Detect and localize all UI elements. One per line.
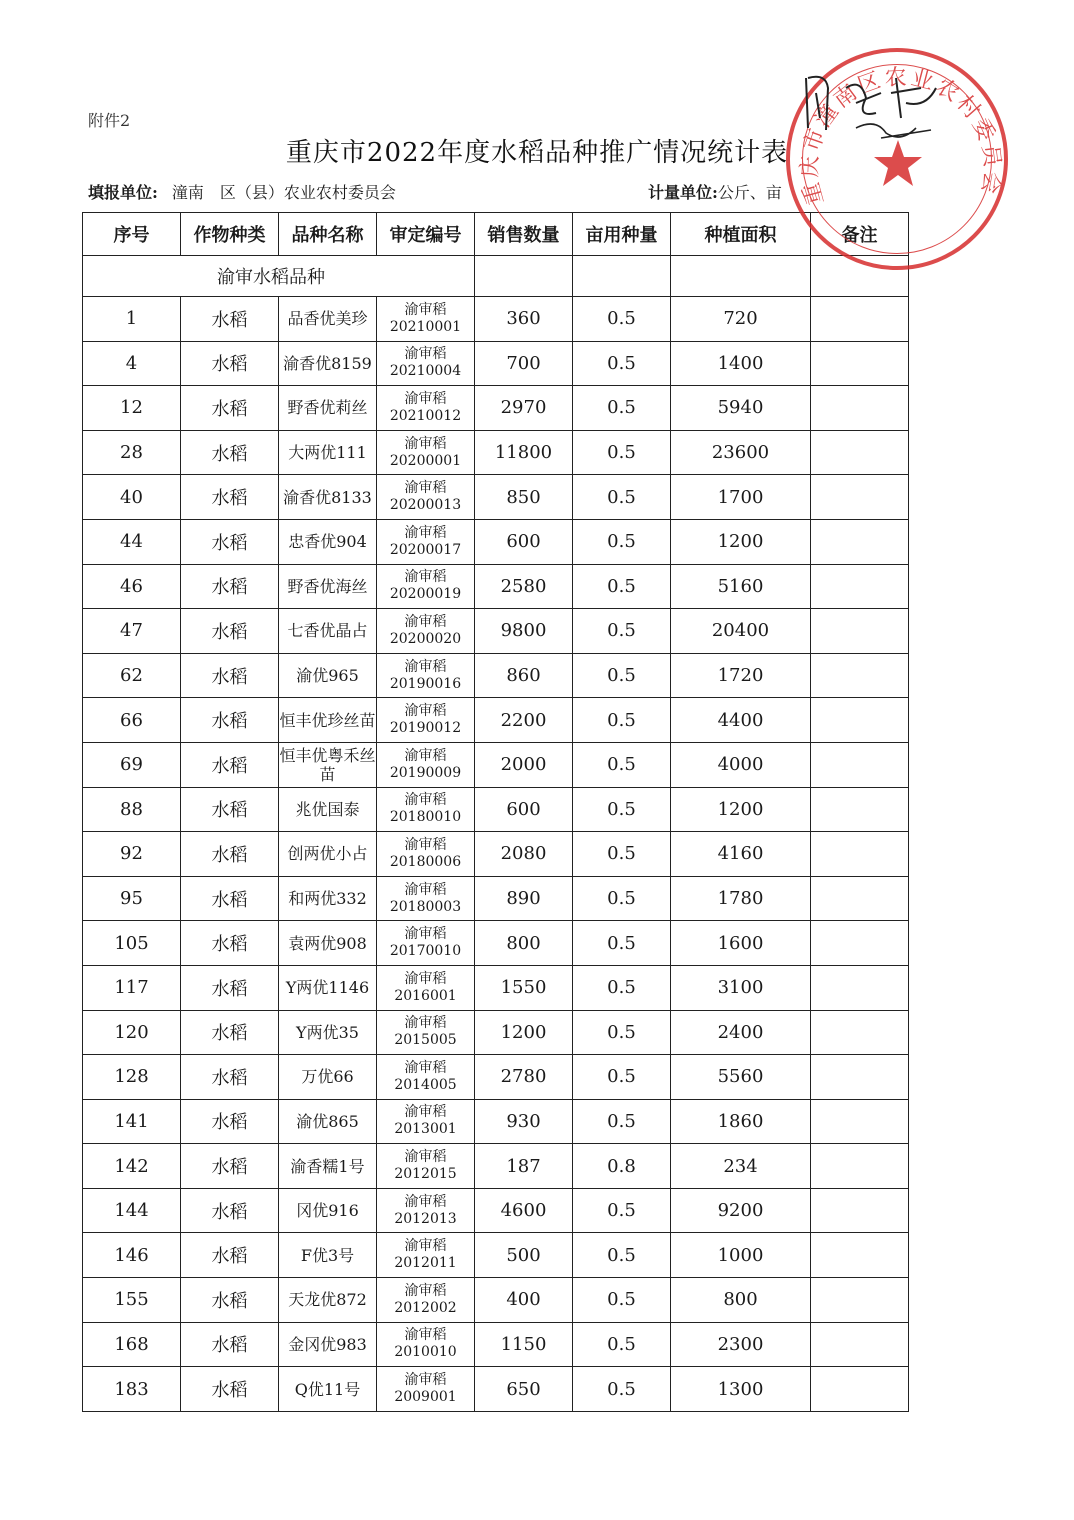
table-row xyxy=(83,742,909,787)
cell-sales: 187 xyxy=(475,1144,573,1189)
cell-note xyxy=(811,386,909,431)
cell-sales: 2080 xyxy=(475,832,573,877)
cell-code xyxy=(377,341,475,386)
code-number: 20210001 xyxy=(389,318,462,335)
cell-variety: 野香优莉丝 xyxy=(279,386,377,431)
cell-variety: F优3号 xyxy=(279,1233,377,1278)
cell-sales: 2780 xyxy=(475,1055,573,1100)
cell-variety: 金冈优983 xyxy=(279,1322,377,1367)
cell-seed-rate: 0.5 xyxy=(573,386,671,431)
cell-variety: 恒丰优粤禾丝苗 xyxy=(279,742,377,787)
cell-code xyxy=(377,1367,475,1412)
code-prefix: 渝审稻 xyxy=(404,435,447,452)
cell-code xyxy=(377,1144,475,1189)
cell-crop: 水稻 xyxy=(181,876,279,921)
cell-note xyxy=(811,1278,909,1323)
cell-crop: 水稻 xyxy=(181,1278,279,1323)
cell-no: 168 xyxy=(83,1322,181,1367)
cell-area: 1780 xyxy=(671,876,811,921)
cell-variety: 大两优111 xyxy=(279,430,377,475)
cell-note xyxy=(811,609,909,654)
cell-area: 1700 xyxy=(671,475,811,520)
cell-area: 2300 xyxy=(671,1322,811,1367)
cell-code xyxy=(377,609,475,654)
cell-crop: 水稻 xyxy=(181,1010,279,1055)
cell-code xyxy=(377,1233,475,1278)
section-empty-cell xyxy=(475,256,573,297)
cell-code xyxy=(377,1278,475,1323)
cell-area: 23600 xyxy=(671,430,811,475)
cell-variety: 恒丰优珍丝苗 xyxy=(279,698,377,743)
cell-no: 46 xyxy=(83,564,181,609)
measure-unit xyxy=(648,180,782,203)
cell-variety: 渝香优8159 xyxy=(279,341,377,386)
code-prefix: 渝审稻 xyxy=(404,703,447,720)
cell-crop: 水稻 xyxy=(181,653,279,698)
reporting-unit xyxy=(88,180,396,203)
header-code: 审定编号 xyxy=(377,213,475,256)
table-row xyxy=(83,475,909,520)
cell-no: 66 xyxy=(83,698,181,743)
code-number: 20200013 xyxy=(389,497,462,514)
table-row xyxy=(83,609,909,654)
cell-area: 4400 xyxy=(671,698,811,743)
cell-no: 4 xyxy=(83,341,181,386)
cell-note xyxy=(811,519,909,564)
code-prefix: 渝审稻 xyxy=(404,792,447,809)
cell-variety: 七香优晶占 xyxy=(279,609,377,654)
table-row xyxy=(83,698,909,743)
cell-sales: 850 xyxy=(475,475,573,520)
table-row xyxy=(83,1233,909,1278)
cell-crop: 水稻 xyxy=(181,921,279,966)
code-number: 20190016 xyxy=(389,675,462,692)
code-number: 2013001 xyxy=(394,1121,457,1138)
cell-no: 183 xyxy=(83,1367,181,1412)
cell-sales: 4600 xyxy=(475,1188,573,1233)
code-number: 20190009 xyxy=(389,764,462,781)
cell-area: 4160 xyxy=(671,832,811,877)
cell-code xyxy=(377,921,475,966)
cell-no: 40 xyxy=(83,475,181,520)
code-number: 20180003 xyxy=(389,898,462,915)
cell-crop: 水稻 xyxy=(181,430,279,475)
cell-seed-rate: 0.5 xyxy=(573,519,671,564)
cell-no: 105 xyxy=(83,921,181,966)
cell-no: 155 xyxy=(83,1278,181,1323)
cell-note xyxy=(811,1144,909,1189)
cell-area: 1200 xyxy=(671,519,811,564)
cell-area: 1400 xyxy=(671,341,811,386)
cell-note xyxy=(811,832,909,877)
cell-seed-rate: 0.5 xyxy=(573,1055,671,1100)
cell-crop: 水稻 xyxy=(181,564,279,609)
cell-note xyxy=(811,698,909,743)
cell-crop: 水稻 xyxy=(181,965,279,1010)
cell-area: 5940 xyxy=(671,386,811,431)
cell-area: 9200 xyxy=(671,1188,811,1233)
cell-no: 69 xyxy=(83,742,181,787)
cell-sales: 600 xyxy=(475,519,573,564)
cell-code xyxy=(377,430,475,475)
header-area: 种植面积 xyxy=(671,213,811,256)
code-prefix: 渝审稻 xyxy=(404,569,447,586)
cell-crop: 水稻 xyxy=(181,1188,279,1233)
cell-seed-rate: 0.5 xyxy=(573,1322,671,1367)
cell-variety: 万优66 xyxy=(279,1055,377,1100)
code-number: 2009001 xyxy=(394,1389,457,1406)
cell-sales: 890 xyxy=(475,876,573,921)
code-prefix: 渝审稻 xyxy=(404,658,447,675)
cell-no: 128 xyxy=(83,1055,181,1100)
cell-note xyxy=(811,1322,909,1367)
code-prefix: 渝审稻 xyxy=(404,1104,447,1121)
cell-note xyxy=(811,742,909,787)
cell-seed-rate: 0.5 xyxy=(573,1367,671,1412)
cell-area: 1600 xyxy=(671,921,811,966)
code-number: 20210004 xyxy=(389,363,462,380)
cell-no: 144 xyxy=(83,1188,181,1233)
cell-note xyxy=(811,475,909,520)
cell-sales: 2580 xyxy=(475,564,573,609)
cell-code xyxy=(377,1188,475,1233)
code-prefix: 渝审稻 xyxy=(404,1327,447,1344)
code-prefix: 渝审稻 xyxy=(404,1238,447,1255)
cell-sales: 500 xyxy=(475,1233,573,1278)
cell-crop: 水稻 xyxy=(181,519,279,564)
cell-note xyxy=(811,876,909,921)
cell-sales: 800 xyxy=(475,921,573,966)
cell-variety: 渝香糯1号 xyxy=(279,1144,377,1189)
code-prefix: 渝审稻 xyxy=(404,301,447,318)
cell-seed-rate: 0.5 xyxy=(573,698,671,743)
cell-code xyxy=(377,1010,475,1055)
cell-crop: 水稻 xyxy=(181,698,279,743)
cell-no: 120 xyxy=(83,1010,181,1055)
cell-sales: 1200 xyxy=(475,1010,573,1055)
header-no: 序号 xyxy=(83,213,181,256)
cell-crop: 水稻 xyxy=(181,742,279,787)
cell-seed-rate: 0.5 xyxy=(573,787,671,832)
cell-seed-rate: 0.5 xyxy=(573,430,671,475)
cell-area: 4000 xyxy=(671,742,811,787)
code-number: 2010010 xyxy=(394,1344,457,1361)
code-prefix: 渝审稻 xyxy=(404,1059,447,1076)
code-number: 20200001 xyxy=(389,452,462,469)
cell-variety: 渝香优8133 xyxy=(279,475,377,520)
cell-note xyxy=(811,787,909,832)
svg-text:重庆市潼南区农业农村委员会: 重庆市潼南区农业农村委员会 xyxy=(797,64,1005,208)
table-row xyxy=(83,341,909,386)
cell-no: 12 xyxy=(83,386,181,431)
code-prefix: 渝审稻 xyxy=(404,613,447,630)
cell-crop: 水稻 xyxy=(181,787,279,832)
code-prefix: 渝审稻 xyxy=(404,836,447,853)
code-prefix: 渝审稻 xyxy=(404,1149,447,1166)
cell-code xyxy=(377,832,475,877)
cell-sales: 650 xyxy=(475,1367,573,1412)
cell-seed-rate: 0.5 xyxy=(573,653,671,698)
cell-note xyxy=(811,1188,909,1233)
page-title: 重庆市2022年度水稻品种推广情况统计表 xyxy=(285,138,789,168)
cell-code xyxy=(377,519,475,564)
cell-area: 5560 xyxy=(671,1055,811,1100)
cell-note xyxy=(811,1010,909,1055)
cell-code xyxy=(377,297,475,342)
table-row xyxy=(83,832,909,877)
cell-seed-rate: 0.5 xyxy=(573,742,671,787)
table-row xyxy=(83,1278,909,1323)
cell-sales: 2970 xyxy=(475,386,573,431)
cell-note xyxy=(811,1099,909,1144)
code-prefix: 渝审稻 xyxy=(404,970,447,987)
code-prefix: 渝审稻 xyxy=(404,926,447,943)
cell-area: 720 xyxy=(671,297,811,342)
header-seed-rate: 亩用种量 xyxy=(573,213,671,256)
handwritten-signature xyxy=(786,58,966,148)
table-header-row xyxy=(83,213,909,256)
cell-code xyxy=(377,1322,475,1367)
code-number: 20190012 xyxy=(389,720,462,737)
attachment-label: 附件2 xyxy=(88,111,131,130)
code-prefix: 渝审稻 xyxy=(404,390,447,407)
cell-code xyxy=(377,698,475,743)
cell-variety: 冈优916 xyxy=(279,1188,377,1233)
code-prefix: 渝审稻 xyxy=(404,1015,447,1032)
cell-note xyxy=(811,965,909,1010)
code-number: 20200019 xyxy=(389,586,462,603)
reporting-unit-value: 潼南 区（县）农业农村委员会 xyxy=(171,183,396,202)
cell-area: 2400 xyxy=(671,1010,811,1055)
cell-note xyxy=(811,341,909,386)
code-number: 2012013 xyxy=(394,1210,457,1227)
cell-area: 1000 xyxy=(671,1233,811,1278)
cell-no: 117 xyxy=(83,965,181,1010)
cell-variety: 忠香优904 xyxy=(279,519,377,564)
cell-note xyxy=(811,1233,909,1278)
code-prefix: 渝审稻 xyxy=(404,881,447,898)
code-number: 2016001 xyxy=(394,987,457,1004)
cell-area: 1720 xyxy=(671,653,811,698)
cell-seed-rate: 0.5 xyxy=(573,832,671,877)
cell-variety: 兆优国泰 xyxy=(279,787,377,832)
cell-crop: 水稻 xyxy=(181,1055,279,1100)
cell-crop: 水稻 xyxy=(181,386,279,431)
cell-seed-rate: 0.5 xyxy=(573,564,671,609)
cell-seed-rate: 0.5 xyxy=(573,1099,671,1144)
cell-crop: 水稻 xyxy=(181,1144,279,1189)
code-number: 20180010 xyxy=(389,809,462,826)
cell-code xyxy=(377,742,475,787)
cell-seed-rate: 0.5 xyxy=(573,475,671,520)
header-note: 备注 xyxy=(811,213,909,256)
cell-variety: 野香优海丝 xyxy=(279,564,377,609)
cell-crop: 水稻 xyxy=(181,1233,279,1278)
cell-no: 62 xyxy=(83,653,181,698)
table-row xyxy=(83,1055,909,1100)
code-number: 2015005 xyxy=(394,1032,457,1049)
cell-seed-rate: 0.5 xyxy=(573,1233,671,1278)
code-number: 20200020 xyxy=(389,630,462,647)
cell-note xyxy=(811,430,909,475)
cell-sales: 600 xyxy=(475,787,573,832)
cell-note xyxy=(811,653,909,698)
cell-code xyxy=(377,876,475,921)
table-row xyxy=(83,921,909,966)
cell-no: 142 xyxy=(83,1144,181,1189)
header-variety: 品种名称 xyxy=(279,213,377,256)
cell-variety: Y两优35 xyxy=(279,1010,377,1055)
cell-area: 234 xyxy=(671,1144,811,1189)
cell-code xyxy=(377,787,475,832)
code-number: 2014005 xyxy=(394,1076,457,1093)
cell-no: 92 xyxy=(83,832,181,877)
cell-sales: 9800 xyxy=(475,609,573,654)
code-number: 20200017 xyxy=(389,541,462,558)
cell-code xyxy=(377,475,475,520)
cell-crop: 水稻 xyxy=(181,341,279,386)
cell-seed-rate: 0.5 xyxy=(573,609,671,654)
table-row xyxy=(83,1367,909,1412)
cell-seed-rate: 0.5 xyxy=(573,1010,671,1055)
cell-area: 5160 xyxy=(671,564,811,609)
table-row xyxy=(83,430,909,475)
cell-seed-rate: 0.5 xyxy=(573,1188,671,1233)
cell-seed-rate: 0.5 xyxy=(573,1278,671,1323)
cell-sales: 860 xyxy=(475,653,573,698)
cell-area: 1200 xyxy=(671,787,811,832)
cell-variety: 袁两优908 xyxy=(279,921,377,966)
cell-crop: 水稻 xyxy=(181,1099,279,1144)
statistics-table xyxy=(82,212,909,1412)
table-row xyxy=(83,564,909,609)
measure-unit-value: 公斤、亩 xyxy=(717,183,782,202)
table-row xyxy=(83,1322,909,1367)
code-number: 20210012 xyxy=(389,407,462,424)
cell-seed-rate: 0.8 xyxy=(573,1144,671,1189)
code-number: 2012002 xyxy=(394,1299,457,1316)
code-prefix: 渝审稻 xyxy=(404,747,447,764)
cell-sales: 11800 xyxy=(475,430,573,475)
code-prefix: 渝审稻 xyxy=(404,480,447,497)
cell-note xyxy=(811,1055,909,1100)
cell-sales: 1150 xyxy=(475,1322,573,1367)
cell-seed-rate: 0.5 xyxy=(573,876,671,921)
cell-variety: 和两优332 xyxy=(279,876,377,921)
header-crop: 作物种类 xyxy=(181,213,279,256)
cell-no: 47 xyxy=(83,609,181,654)
cell-area: 20400 xyxy=(671,609,811,654)
cell-area: 1860 xyxy=(671,1099,811,1144)
section-empty-cell xyxy=(573,256,671,297)
section-label: 渝审水稻品种 xyxy=(83,256,475,297)
table-row xyxy=(83,1144,909,1189)
cell-crop: 水稻 xyxy=(181,297,279,342)
code-number: 20180006 xyxy=(389,853,462,870)
cell-sales: 400 xyxy=(475,1278,573,1323)
cell-crop: 水稻 xyxy=(181,832,279,877)
cell-crop: 水稻 xyxy=(181,1367,279,1412)
cell-note xyxy=(811,921,909,966)
code-prefix: 渝审稻 xyxy=(404,1193,447,1210)
cell-code xyxy=(377,1055,475,1100)
cell-no: 95 xyxy=(83,876,181,921)
table-row xyxy=(83,1188,909,1233)
code-number: 2012011 xyxy=(394,1255,457,1272)
cell-variety: 渝优965 xyxy=(279,653,377,698)
code-number: 2012015 xyxy=(394,1166,457,1183)
cell-sales: 2200 xyxy=(475,698,573,743)
cell-seed-rate: 0.5 xyxy=(573,297,671,342)
cell-no: 141 xyxy=(83,1099,181,1144)
cell-no: 44 xyxy=(83,519,181,564)
cell-sales: 360 xyxy=(475,297,573,342)
code-prefix: 渝审稻 xyxy=(404,346,447,363)
cell-no: 88 xyxy=(83,787,181,832)
cell-area: 1300 xyxy=(671,1367,811,1412)
table-row xyxy=(83,386,909,431)
cell-sales: 1550 xyxy=(475,965,573,1010)
cell-note xyxy=(811,297,909,342)
cell-note xyxy=(811,564,909,609)
table-row xyxy=(83,297,909,342)
cell-code xyxy=(377,1099,475,1144)
cell-sales: 930 xyxy=(475,1099,573,1144)
cell-no: 28 xyxy=(83,430,181,475)
cell-variety: 创两优小占 xyxy=(279,832,377,877)
code-prefix: 渝审稻 xyxy=(404,1282,447,1299)
cell-sales: 2000 xyxy=(475,742,573,787)
table-row xyxy=(83,519,909,564)
cell-seed-rate: 0.5 xyxy=(573,921,671,966)
cell-seed-rate: 0.5 xyxy=(573,965,671,1010)
code-number: 20170010 xyxy=(389,943,462,960)
cell-no: 146 xyxy=(83,1233,181,1278)
cell-sales: 700 xyxy=(475,341,573,386)
code-prefix: 渝审稻 xyxy=(404,524,447,541)
code-prefix: 渝审稻 xyxy=(404,1372,447,1389)
cell-variety: 渝优865 xyxy=(279,1099,377,1144)
cell-area: 800 xyxy=(671,1278,811,1323)
table-row xyxy=(83,653,909,698)
cell-area: 3100 xyxy=(671,965,811,1010)
cell-code xyxy=(377,653,475,698)
cell-code xyxy=(377,965,475,1010)
table-row xyxy=(83,1010,909,1055)
table-row xyxy=(83,1099,909,1144)
table-row xyxy=(83,965,909,1010)
cell-note xyxy=(811,1367,909,1412)
cell-variety: Q优11号 xyxy=(279,1367,377,1412)
cell-variety: 品香优美珍 xyxy=(279,297,377,342)
cell-crop: 水稻 xyxy=(181,475,279,520)
cell-variety: 天龙优872 xyxy=(279,1278,377,1323)
cell-code xyxy=(377,386,475,431)
cell-crop: 水稻 xyxy=(181,1322,279,1367)
table-row xyxy=(83,787,909,832)
section-row xyxy=(83,256,909,297)
cell-crop: 水稻 xyxy=(181,609,279,654)
cell-seed-rate: 0.5 xyxy=(573,341,671,386)
cell-no: 1 xyxy=(83,297,181,342)
table-row xyxy=(83,876,909,921)
reporting-unit-label: 填报单位: xyxy=(88,183,158,202)
cell-code xyxy=(377,564,475,609)
measure-unit-label: 计量单位: xyxy=(648,183,718,202)
cell-variety: Y两优1146 xyxy=(279,965,377,1010)
header-sales: 销售数量 xyxy=(475,213,573,256)
